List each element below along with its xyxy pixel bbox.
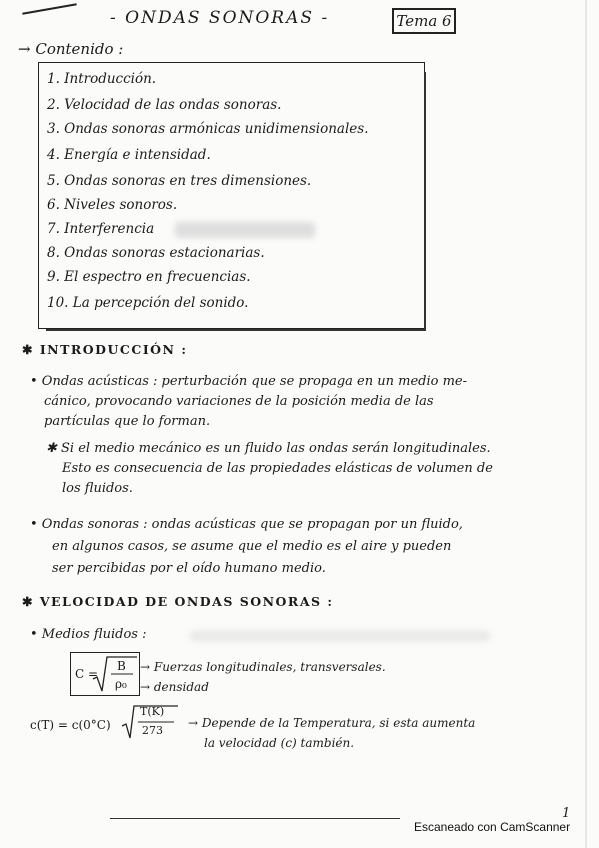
note-b: → Fuerzas longitudinales, transversales. <box>140 660 386 674</box>
contents-item: 1. Introducción. <box>47 71 157 87</box>
contents-item: 4. Energía e intensidad. <box>47 147 211 163</box>
redacted-smudge <box>175 222 315 238</box>
formula-b: B <box>117 659 126 673</box>
contents-item: 3. Ondas sonoras armónicas unidimensionales. <box>47 121 369 137</box>
box-shadow-bottom <box>46 329 426 331</box>
formula-rho: ρ₀ <box>115 677 127 691</box>
contents-item: 7. Interferencia <box>47 221 155 237</box>
contents-item: 8. Ondas sonoras estacionarias. <box>47 245 265 261</box>
ondas-sonoras-line: en algunos casos, se asume que el medio es el aire y pueden <box>52 539 452 554</box>
fluid-note-line: Esto es consecuencia de las propiedades elásticas de volumen de <box>62 461 493 476</box>
formula-t-num: T(K) <box>140 705 165 718</box>
ondas-acusticas-line: partículas que lo forman. <box>44 414 211 429</box>
scanner-watermark: Escaneado con CamScanner <box>414 820 571 834</box>
ondas-sonoras-line: ser percibidas por el oído humano medio. <box>52 561 326 576</box>
ondas-acusticas-line: cánico, provocando variaciones de la posición media de las <box>44 394 434 409</box>
bottom-rule <box>110 818 400 819</box>
fluid-note-line: ✱ Si el medio mecánico es un fluido las ondas serán longitudinales. <box>46 441 491 456</box>
contents-item: 9. El espectro en frecuencias. <box>47 269 251 285</box>
note-rho: → densidad <box>140 680 209 694</box>
section-heading-velocidad: ✱ VELOCIDAD DE ONDAS SONORAS : <box>22 594 334 609</box>
formula-t-den: 273 <box>142 724 163 737</box>
box-shadow-right <box>424 72 426 330</box>
formula-c-box <box>70 652 140 696</box>
ondas-acusticas-line: • Ondas acústicas : perturbación que se propaga en un medio me- <box>30 374 467 389</box>
contenido-label: → Contenido : <box>18 40 124 58</box>
contents-item: 5. Ondas sonoras en tres dimensiones. <box>47 173 312 189</box>
page-edge <box>585 0 587 848</box>
top-pen-stroke <box>22 3 77 15</box>
page-number: 1 <box>562 806 571 821</box>
formula-c: C = <box>75 667 99 681</box>
contents-box <box>38 62 425 329</box>
formula-t-left: c(T) = c(0°C) <box>30 718 111 732</box>
tema-label: Tema 6 <box>392 8 456 34</box>
ondas-sonoras-line: • Ondas sonoras : ondas acústicas que se propagan por un fluido, <box>30 517 463 532</box>
contents-item: 6. Niveles sonoros. <box>47 197 178 213</box>
contents-item: 2. Velocidad de las ondas sonoras. <box>47 97 282 113</box>
contents-item: 10. La percepción del sonido. <box>47 295 249 311</box>
medios-fluidos-label: • Medios fluidos : <box>30 627 147 642</box>
bleed-through-smudge <box>190 630 490 642</box>
section-heading-introduccion: ✱ INTRODUCCIÓN : <box>22 342 188 357</box>
page-title: - ONDAS SONORAS - <box>110 8 330 28</box>
temp-note-2: la velocidad (c) también. <box>204 736 355 750</box>
temp-note-1: → Depende de la Temperatura, si esta aumenta <box>188 716 476 730</box>
fluid-note-line: los fluidos. <box>62 481 133 496</box>
